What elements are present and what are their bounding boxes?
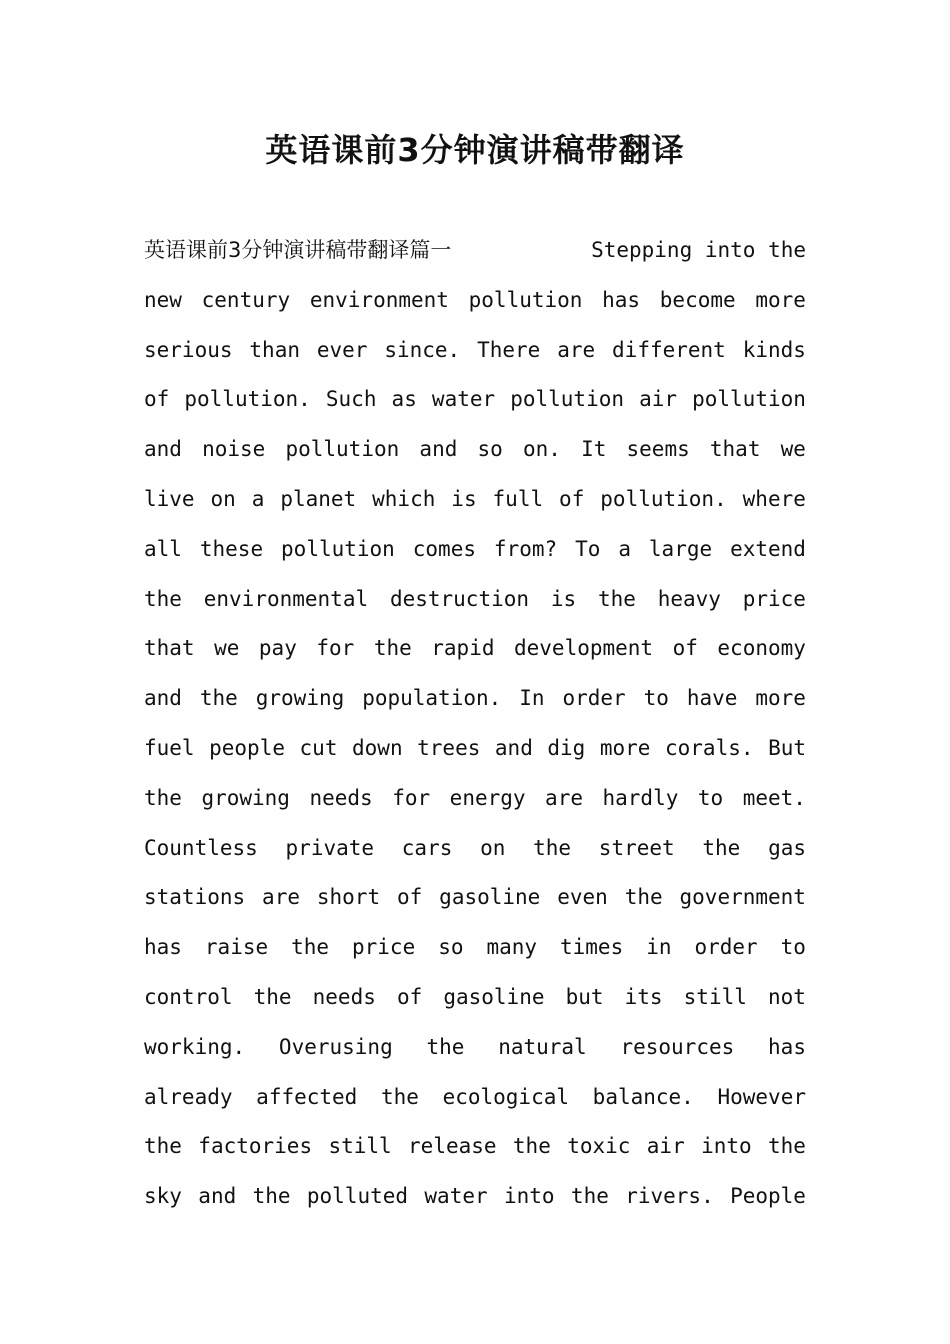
word: extend xyxy=(730,536,806,561)
word: has xyxy=(144,935,182,960)
word: a xyxy=(618,536,631,561)
word: balance. xyxy=(592,1084,694,1109)
word: meet. xyxy=(742,785,806,810)
word: polluted xyxy=(306,1184,409,1209)
word: environment xyxy=(309,287,449,312)
word: cut xyxy=(299,735,338,760)
word: pollution xyxy=(692,387,806,412)
word: as xyxy=(391,387,417,412)
word: release xyxy=(408,1134,497,1159)
article-line xyxy=(144,824,806,874)
page-title: 英语课前3分钟演讲稿带翻译 xyxy=(265,131,685,169)
word: However xyxy=(717,1084,806,1109)
word: development xyxy=(514,636,654,661)
word: on xyxy=(210,486,236,511)
word: gasoline xyxy=(443,984,545,1009)
word: needs xyxy=(309,785,373,810)
word: the xyxy=(380,1084,419,1109)
word: new xyxy=(144,287,182,312)
word: pollution. xyxy=(600,486,727,511)
word: for xyxy=(392,785,431,810)
article-line xyxy=(144,525,806,575)
word: down xyxy=(352,735,403,760)
word: still xyxy=(328,1134,392,1159)
word: pollution xyxy=(510,387,625,412)
word: heavy xyxy=(657,586,721,611)
word: we xyxy=(780,437,806,462)
article-line xyxy=(144,1122,806,1172)
word: the xyxy=(597,586,636,611)
word: to xyxy=(697,785,724,810)
article-body xyxy=(144,226,806,1222)
word: are xyxy=(557,337,596,362)
word: corals. xyxy=(665,735,754,760)
article-line xyxy=(144,425,806,475)
word: has xyxy=(602,287,641,312)
word: private xyxy=(285,835,375,860)
word: and xyxy=(198,1184,237,1209)
word: the xyxy=(253,984,292,1009)
word: all xyxy=(144,536,182,561)
word: where xyxy=(742,486,806,511)
article-line xyxy=(144,774,806,824)
word: order xyxy=(694,935,758,960)
article-line xyxy=(144,1073,806,1123)
word: population. xyxy=(362,686,502,711)
word: already xyxy=(144,1084,233,1109)
word: kinds xyxy=(742,337,806,362)
article-line xyxy=(144,375,806,425)
word: the xyxy=(199,686,238,711)
word: in xyxy=(646,935,672,960)
word: since. xyxy=(384,337,461,362)
word: the xyxy=(252,1184,291,1209)
word: the xyxy=(144,1134,182,1159)
word: water xyxy=(431,387,496,412)
word: cars xyxy=(401,835,453,860)
article-line xyxy=(144,674,806,724)
word: rivers. xyxy=(625,1184,714,1209)
word: have xyxy=(686,686,738,711)
word: hardly xyxy=(602,785,679,810)
word: There xyxy=(477,337,541,362)
word: that xyxy=(144,636,195,661)
word: of xyxy=(144,387,170,412)
word: the xyxy=(512,1134,551,1159)
word: resources xyxy=(620,1034,735,1059)
word: into xyxy=(701,1134,752,1159)
word: Overusing xyxy=(278,1034,393,1059)
word: full xyxy=(492,486,544,511)
word: street xyxy=(598,835,675,860)
word: It xyxy=(581,437,607,462)
word: stations xyxy=(144,885,246,910)
word: growing xyxy=(255,686,345,711)
article-line xyxy=(144,873,806,923)
word: not xyxy=(767,984,806,1009)
word: the xyxy=(144,785,182,810)
word: gas xyxy=(768,835,806,860)
word: the xyxy=(624,885,663,910)
article-line xyxy=(144,276,806,326)
word: People xyxy=(730,1184,806,1209)
word: so xyxy=(477,437,503,462)
word: and xyxy=(494,735,533,760)
word: air xyxy=(646,1134,685,1159)
word: of xyxy=(672,636,698,661)
word: even xyxy=(557,885,608,910)
word: serious xyxy=(144,337,233,362)
article-line xyxy=(144,724,806,774)
word: affected xyxy=(256,1084,358,1109)
word: short xyxy=(316,885,381,910)
word: working. xyxy=(144,1034,246,1059)
word: the xyxy=(144,586,182,611)
word: destruction xyxy=(389,586,530,611)
word: is xyxy=(451,486,477,511)
word: which xyxy=(372,486,436,511)
word: but xyxy=(565,984,604,1009)
word: so xyxy=(438,935,464,960)
word: pay xyxy=(258,636,297,661)
word: into xyxy=(503,1184,555,1209)
word: century xyxy=(201,287,291,312)
word: are xyxy=(262,885,300,910)
word: pollution xyxy=(285,437,400,462)
article-line xyxy=(144,1172,806,1222)
word: these xyxy=(199,536,264,561)
word: pollution xyxy=(281,536,395,561)
word: growing xyxy=(201,785,290,810)
word: To xyxy=(575,536,601,561)
article-line xyxy=(144,575,806,625)
word: many xyxy=(486,935,538,960)
article-line xyxy=(144,923,806,973)
word: In xyxy=(519,686,545,711)
word: environmental xyxy=(203,586,369,611)
word: ever xyxy=(316,337,368,362)
article-line xyxy=(144,326,806,376)
word: Such xyxy=(325,387,377,412)
word: its xyxy=(624,984,663,1009)
word: economy xyxy=(717,636,806,661)
word: of xyxy=(559,486,585,511)
word: pollution. xyxy=(184,387,311,412)
word: large xyxy=(648,536,713,561)
word: become xyxy=(659,287,736,312)
article-line xyxy=(144,475,806,525)
word: people xyxy=(209,735,285,760)
word: more xyxy=(599,735,651,760)
word: from? xyxy=(493,536,558,561)
word: But xyxy=(768,735,806,760)
word: gasoline xyxy=(439,885,541,910)
word: control xyxy=(144,984,233,1009)
word: on xyxy=(480,835,506,860)
word: pollution xyxy=(468,287,583,312)
word: to xyxy=(780,935,806,960)
word: times xyxy=(560,935,624,960)
word: noise xyxy=(202,437,266,462)
word: dig xyxy=(547,735,586,760)
word: ecological xyxy=(442,1084,570,1109)
word: government xyxy=(679,885,806,910)
word: price xyxy=(352,935,416,960)
section-heading: 英语课前3分钟演讲稿带翻译篇一 xyxy=(144,238,452,262)
word: is xyxy=(550,586,577,611)
word: to xyxy=(643,686,669,711)
article-line xyxy=(144,973,806,1023)
word: live xyxy=(144,486,195,511)
word: sky xyxy=(144,1184,182,1209)
word: trees xyxy=(417,735,481,760)
word: order xyxy=(562,686,626,711)
word: that xyxy=(709,437,761,462)
word: water xyxy=(424,1184,488,1209)
word: natural xyxy=(498,1034,587,1059)
word: factories xyxy=(198,1134,313,1159)
word: the xyxy=(426,1034,465,1059)
word: price xyxy=(742,586,806,611)
word: than xyxy=(249,337,300,362)
word: a xyxy=(251,486,265,511)
word: of xyxy=(396,885,423,910)
word: different xyxy=(612,337,726,362)
word: more xyxy=(755,686,806,711)
word: comes xyxy=(412,536,476,561)
word: more xyxy=(755,287,806,312)
word: and xyxy=(144,437,182,462)
word: of xyxy=(396,984,423,1009)
word: energy xyxy=(449,785,526,810)
word: the xyxy=(702,835,741,860)
word: needs xyxy=(312,984,376,1009)
word: fuel xyxy=(144,735,195,760)
word: seems xyxy=(626,437,690,462)
word: raise xyxy=(204,935,269,960)
word: and xyxy=(419,437,458,462)
word: and xyxy=(144,686,182,711)
first-line-text: Stepping into the xyxy=(591,238,806,262)
word: has xyxy=(768,1034,806,1059)
word: the xyxy=(768,1134,806,1159)
article-line xyxy=(144,624,806,674)
word: air xyxy=(639,387,678,412)
word: for xyxy=(316,636,355,661)
article-line xyxy=(144,1023,806,1073)
word: the xyxy=(291,935,330,960)
word: rapid xyxy=(431,636,495,661)
word: the xyxy=(570,1184,609,1209)
word: the xyxy=(373,636,412,661)
word: Countless xyxy=(144,835,258,860)
word: toxic xyxy=(567,1134,631,1159)
word: are xyxy=(545,785,583,810)
word: still xyxy=(683,984,747,1009)
article-line-first xyxy=(144,226,806,276)
word: we xyxy=(214,636,240,661)
word: on. xyxy=(522,437,561,462)
word: the xyxy=(533,835,572,860)
word: planet xyxy=(280,486,357,511)
